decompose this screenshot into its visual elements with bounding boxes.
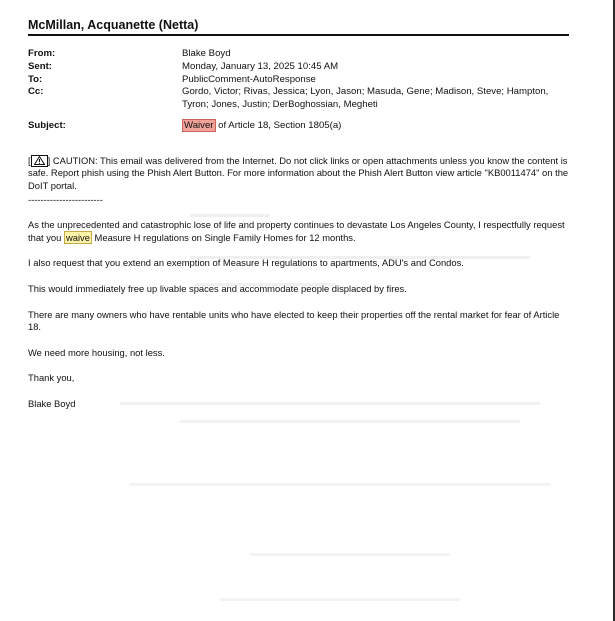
subject-label: Subject: xyxy=(28,119,66,131)
sent-label: Sent: xyxy=(28,60,52,72)
from-value: Blake Boyd xyxy=(182,48,231,59)
from-label: From: xyxy=(28,48,56,59)
cc-value: Gordo, Victor; Rivas, Jessica; Lyon, Jason; Masuda, Gene; Madison, Steve; Hampton, Tyron; Jones, Justin; DerBoghossian, Megheti xyxy=(182,86,549,111)
caution-text: ] CAUTION: This email was delivered from the Internet. Do not click links or open attachments unless you know the content is safe. Report phish using the Phish Alert Button. For more information about the Phish Alert Button view article "KB0011474" on the DoIT portal. xyxy=(28,154,569,191)
closing: Thank you, xyxy=(28,372,75,384)
caution-bracket: [ xyxy=(28,154,31,166)
email-headers xyxy=(28,48,569,133)
subject-row xyxy=(28,120,569,133)
mailbox-owner-title: McMillan, Acquanette (Netta) xyxy=(28,18,199,32)
scan-artifact xyxy=(130,483,550,486)
to-label: To: xyxy=(28,73,43,85)
email-body xyxy=(28,155,569,411)
waive-highlight: waive xyxy=(65,231,90,243)
paragraph-request-start: As the unprecedented and catastrophic lose of life and property continues to devastate Los Angeles County, I respectfully request that you xyxy=(28,219,565,243)
scan-artifact xyxy=(180,420,520,423)
warning-triangle-icon xyxy=(31,155,48,167)
signature: Blake Boyd xyxy=(28,397,76,409)
paragraph-impact: This would immediately free up livable spaces and accommodate people displaced by fires. xyxy=(28,282,407,294)
cc-row xyxy=(28,86,569,112)
subject-highlight: Waiver xyxy=(184,119,214,131)
to-value: PublicComment-AutoResponse xyxy=(182,73,316,85)
paragraph-exemption: I also request that you extend an exemption of Measure H regulations to apartments, ADU's and Condos. xyxy=(28,257,464,269)
to-row xyxy=(28,74,569,87)
paragraph-request-end: Measure H regulations on Single Family Homes for 12 months. xyxy=(91,231,356,243)
scan-artifact xyxy=(220,598,460,601)
title-divider xyxy=(28,34,569,36)
paragraph-owners: There are many owners who have rentable units who have elected to keep their properties off the rental market for fear of Article 18. xyxy=(28,308,560,333)
separator-dashes: ------------------------ xyxy=(28,193,103,205)
paragraph-housing: We need more housing, not less. xyxy=(28,346,165,358)
sent-row xyxy=(28,61,569,74)
subject-value xyxy=(182,120,569,133)
sent-value: Monday, January 13, 2025 10:45 AM xyxy=(182,60,339,72)
caution-banner xyxy=(28,155,569,193)
cc-label: Cc: xyxy=(28,86,44,98)
subject-rest: of Article 18, Section 1805(a) xyxy=(215,119,342,131)
from-row xyxy=(28,48,569,61)
email-document xyxy=(28,18,569,411)
paragraph-request xyxy=(28,219,569,244)
scan-artifact xyxy=(250,553,450,556)
